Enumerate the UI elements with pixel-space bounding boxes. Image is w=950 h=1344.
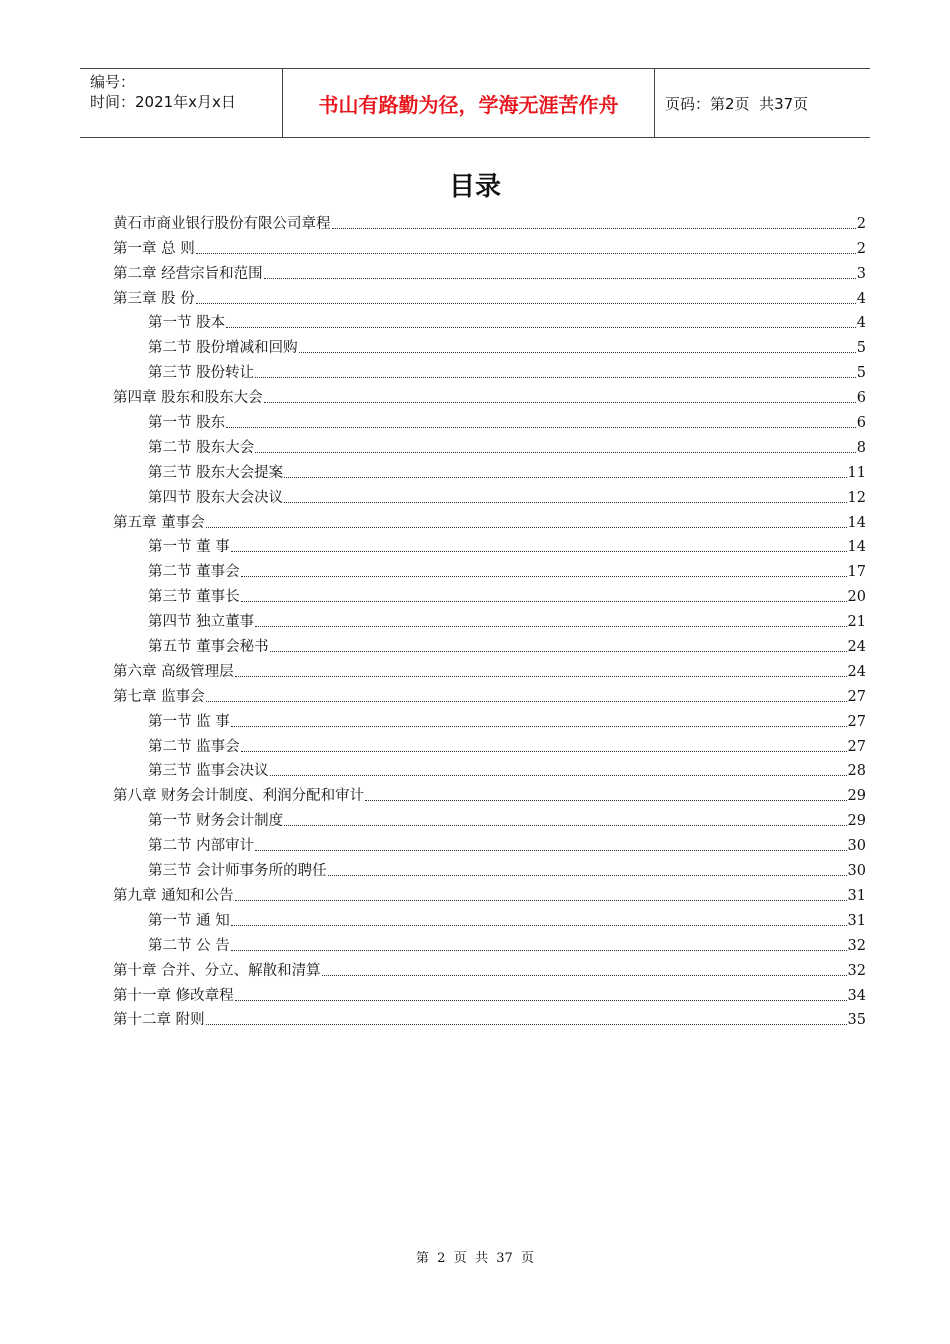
toc-entry-title: 第二节 董事会 xyxy=(148,564,240,581)
toc-entry[interactable] xyxy=(113,433,866,458)
toc-entry[interactable] xyxy=(113,707,866,732)
toc-entry-page: 6 xyxy=(856,415,866,432)
toc-entry-page: 20 xyxy=(847,589,866,606)
header-page-info: 页码：第2页 共37页 xyxy=(665,94,809,113)
toc-leader-dots xyxy=(235,1000,847,1001)
toc-entry-page: 21 xyxy=(847,614,866,631)
toc-entry-title: 第三章 股 份 xyxy=(113,290,195,307)
toc-entry-title: 第七章 监事会 xyxy=(113,688,205,705)
toc-entry[interactable] xyxy=(113,582,866,607)
toc-entry-page: 32 xyxy=(847,937,866,954)
toc-entry-page: 29 xyxy=(847,788,866,805)
toc-entry[interactable] xyxy=(113,358,866,383)
toc-entry-title: 第二节 股东大会 xyxy=(148,439,255,456)
toc-leader-dots xyxy=(299,352,856,353)
toc-entry[interactable] xyxy=(113,209,866,234)
toc-entry-title: 第三节 股东大会提案 xyxy=(148,464,284,481)
toc-leader-dots xyxy=(255,850,846,851)
toc-entry-page: 6 xyxy=(856,390,866,407)
toc-leader-dots xyxy=(284,825,846,826)
toc-leader-dots xyxy=(270,775,847,776)
toc-leader-dots xyxy=(206,527,847,528)
toc-entry-title: 第五节 董事会秘书 xyxy=(148,639,269,656)
toc-entry-title: 第十章 合并、分立、解散和清算 xyxy=(113,962,321,979)
toc-leader-dots xyxy=(231,925,847,926)
toc-entry[interactable] xyxy=(113,408,866,433)
toc-entry[interactable] xyxy=(113,931,866,956)
toc-entry[interactable] xyxy=(113,757,866,782)
toc-entry-title: 第一节 监 事 xyxy=(148,713,230,730)
toc-leader-dots xyxy=(284,477,846,478)
toc-leader-dots xyxy=(255,626,846,627)
toc-entry[interactable] xyxy=(113,483,866,508)
toc-entry[interactable] xyxy=(113,657,866,682)
toc-entry-page: 11 xyxy=(847,464,866,481)
toc-leader-dots xyxy=(235,900,847,901)
toc-entry-page: 34 xyxy=(847,987,866,1004)
toc-entry[interactable] xyxy=(113,607,866,632)
toc-leader-dots xyxy=(270,651,847,652)
toc-entry-title: 第三节 股份转让 xyxy=(148,365,255,382)
toc-leader-dots xyxy=(241,601,847,602)
toc-entry[interactable] xyxy=(113,508,866,533)
toc-entry-page: 14 xyxy=(847,539,866,556)
toc-entry[interactable] xyxy=(113,956,866,981)
toc-entry-title: 第一节 股本 xyxy=(148,315,226,332)
toc-entry-title: 第二章 经营宗旨和范围 xyxy=(113,265,263,282)
toc-leader-dots xyxy=(284,502,846,503)
toc-entry-title: 第三节 监事会决议 xyxy=(148,763,269,780)
toc-entry-title: 第九章 通知和公告 xyxy=(113,887,234,904)
toc-entry-title: 第五章 董事会 xyxy=(113,514,205,531)
toc-entry[interactable] xyxy=(113,259,866,284)
toc-entry-title: 第十一章 修改章程 xyxy=(113,987,234,1004)
toc-leader-dots xyxy=(365,800,846,801)
toc-leader-dots xyxy=(226,327,856,328)
toc-entry-page: 28 xyxy=(847,763,866,780)
toc-entry[interactable] xyxy=(113,831,866,856)
document-time: 时间：2021年x月x日 xyxy=(90,93,236,111)
toc-entry[interactable] xyxy=(113,309,866,334)
toc-entry[interactable] xyxy=(113,981,866,1006)
toc-entry-page: 30 xyxy=(847,838,866,855)
toc-leader-dots xyxy=(255,377,856,378)
toc-leader-dots xyxy=(196,303,856,304)
toc-entry-title: 第四章 股东和股东大会 xyxy=(113,390,263,407)
toc-entry-page: 30 xyxy=(847,863,866,880)
toc-leader-dots xyxy=(255,452,856,453)
toc-leader-dots xyxy=(231,726,847,727)
toc-entry-title: 第三节 董事长 xyxy=(148,589,240,606)
toc-entry-page: 12 xyxy=(847,489,866,506)
toc-entry[interactable] xyxy=(113,632,866,657)
toc-entry-title: 第二节 公 告 xyxy=(148,937,230,954)
toc-entry-page: 2 xyxy=(856,240,866,257)
toc-entry-page: 5 xyxy=(856,365,866,382)
toc-leader-dots xyxy=(206,1024,847,1025)
toc-entry-title: 第六章 高级管理层 xyxy=(113,663,234,680)
toc-entry-page: 24 xyxy=(847,663,866,680)
page-footer: 第 2 页 共 37 页 xyxy=(415,1251,535,1266)
toc-entry-title: 第三节 会计师事务所的聘任 xyxy=(148,863,327,880)
toc-entry-page: 5 xyxy=(856,340,866,357)
toc-leader-dots xyxy=(241,751,847,752)
toc-entry[interactable] xyxy=(113,383,866,408)
toc-entry[interactable] xyxy=(113,1006,866,1031)
toc-entry-page: 27 xyxy=(847,738,866,755)
toc-entry[interactable] xyxy=(113,781,866,806)
toc-leader-dots xyxy=(235,676,847,677)
header-meta xyxy=(80,69,282,137)
toc-entry-page: 2 xyxy=(856,215,866,232)
table-of-contents xyxy=(113,209,866,1030)
toc-entry[interactable] xyxy=(113,682,866,707)
toc-entry-title: 第四节 独立董事 xyxy=(148,614,255,631)
toc-leader-dots xyxy=(332,228,856,229)
toc-entry-title: 第四节 股东大会决议 xyxy=(148,489,284,506)
toc-entry-page: 27 xyxy=(847,713,866,730)
toc-leader-dots xyxy=(206,701,847,702)
toc-entry-page: 31 xyxy=(847,912,866,929)
toc-entry-title: 第二节 内部审计 xyxy=(148,838,255,855)
toc-entry[interactable] xyxy=(113,557,866,582)
toc-leader-dots xyxy=(231,950,847,951)
toc-entry-title: 第一节 通 知 xyxy=(148,912,230,929)
toc-entry-title: 第一节 财务会计制度 xyxy=(148,813,284,830)
toc-entry-title: 第一章 总 则 xyxy=(113,240,195,257)
toc-entry-page: 4 xyxy=(856,290,866,307)
toc-leader-dots xyxy=(322,975,847,976)
toc-entry-page: 4 xyxy=(856,315,866,332)
toc-leader-dots xyxy=(196,253,856,254)
toc-leader-dots xyxy=(231,551,847,552)
toc-entry-page: 29 xyxy=(847,813,866,830)
toc-leader-dots xyxy=(328,875,847,876)
toc-entry-page: 3 xyxy=(856,265,866,282)
toc-entry[interactable] xyxy=(113,234,866,259)
toc-entry[interactable] xyxy=(113,533,866,558)
toc-entry-page: 24 xyxy=(847,639,866,656)
toc-leader-dots xyxy=(264,278,856,279)
toc-entry[interactable] xyxy=(113,881,866,906)
toc-leader-dots xyxy=(264,402,856,403)
toc-entry-page: 8 xyxy=(856,439,866,456)
toc-entry-title: 第二节 监事会 xyxy=(148,738,240,755)
toc-entry-title: 第八章 财务会计制度、利润分配和审计 xyxy=(113,788,365,805)
document-number-label: 编号： xyxy=(90,73,136,91)
toc-entry-page: 31 xyxy=(847,887,866,904)
toc-entry[interactable] xyxy=(113,732,866,757)
toc-entry[interactable] xyxy=(113,333,866,358)
toc-entry-page: 27 xyxy=(847,688,866,705)
toc-leader-dots xyxy=(241,576,847,577)
toc-entry-title: 第十二章 附则 xyxy=(113,1012,205,1029)
toc-entry[interactable] xyxy=(113,806,866,831)
toc-entry-page: 35 xyxy=(847,1012,866,1029)
toc-entry-page: 32 xyxy=(847,962,866,979)
toc-entry[interactable] xyxy=(113,284,866,309)
toc-entry-title: 黄石市商业银行股份有限公司章程 xyxy=(113,215,331,232)
toc-entry-title: 第一节 董 事 xyxy=(148,539,230,556)
header-motto: 书山有路勤为径，学海无涯苦作舟 xyxy=(282,69,655,137)
toc-entry-page: 14 xyxy=(847,514,866,531)
toc-entry-title: 第二节 股份增减和回购 xyxy=(148,340,298,357)
toc-entry[interactable] xyxy=(113,856,866,881)
toc-entry-page: 17 xyxy=(847,564,866,581)
toc-leader-dots xyxy=(226,427,856,428)
toc-entry-title: 第一节 股东 xyxy=(148,415,226,432)
page-title: 目录 xyxy=(448,172,501,202)
toc-entry[interactable] xyxy=(113,458,866,483)
page-header xyxy=(80,68,870,138)
toc-entry[interactable] xyxy=(113,906,866,931)
